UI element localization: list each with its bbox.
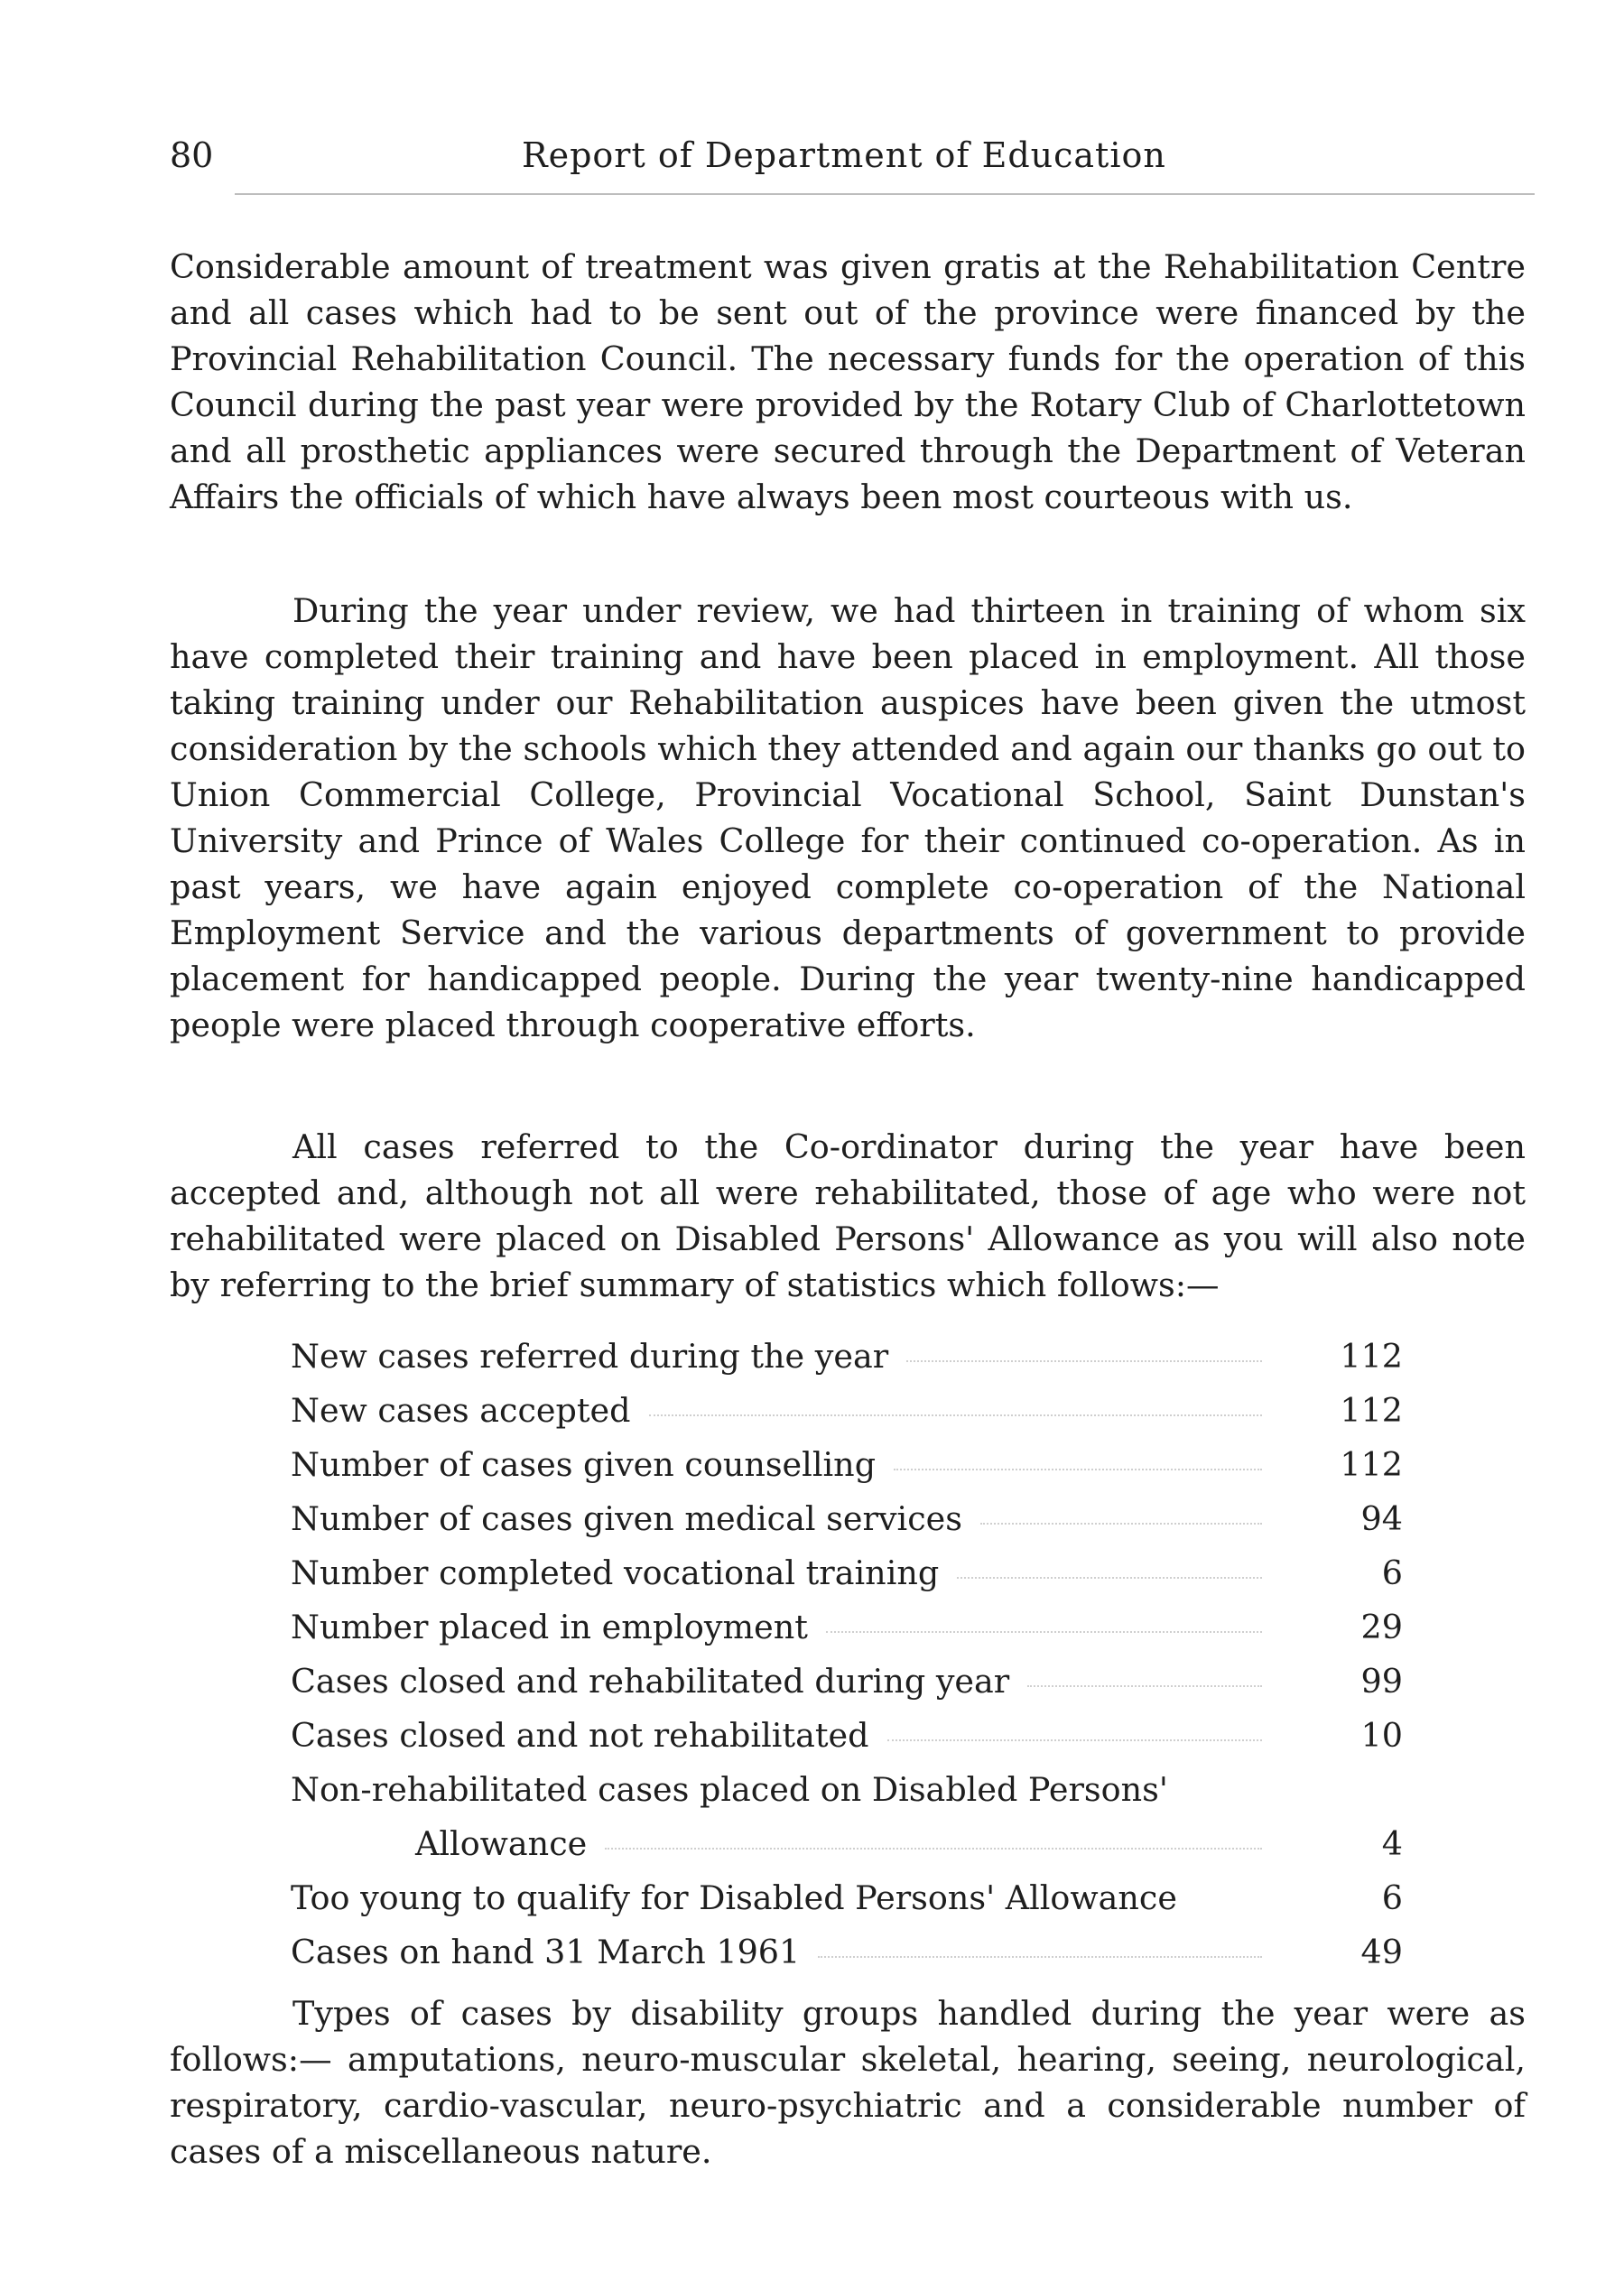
dot-leader xyxy=(957,1577,1262,1579)
stat-label: Non-rehabilitated cases placed on Disabled Persons' xyxy=(291,1769,1168,1809)
stat-value: 6 xyxy=(1381,1878,1403,1917)
stat-value: 112 xyxy=(1340,1390,1403,1430)
stat-row xyxy=(291,1708,1403,1762)
dot-leader xyxy=(906,1360,1262,1362)
dot-leader xyxy=(649,1414,1263,1416)
stat-row xyxy=(291,1599,1403,1654)
stat-row xyxy=(291,1545,1403,1599)
page-number: 80 xyxy=(170,135,214,175)
page-header xyxy=(170,135,1533,190)
stat-row xyxy=(291,1383,1403,1437)
stat-row xyxy=(291,1924,1403,1979)
stat-value: 6 xyxy=(1381,1553,1403,1592)
stat-label: Number placed in employment xyxy=(291,1607,808,1646)
stat-label: New cases referred during the year xyxy=(291,1336,889,1376)
stat-row xyxy=(291,1329,1403,1383)
stat-row-continued xyxy=(291,1816,1403,1870)
stat-label-continued: Allowance xyxy=(415,1823,588,1863)
dot-leader xyxy=(887,1739,1263,1741)
stat-value: 29 xyxy=(1360,1607,1403,1646)
paragraph-referrals: All cases referred to the Co-ordinator during the year have been accepted and, although not all were rehabilitated, those of age who were not rehabilitated were placed on Disabled Persons' Allowance as you will also note by referring to the brief summary of statistics which follows:— xyxy=(170,1127,1526,1304)
stat-value: 49 xyxy=(1360,1932,1403,1971)
stat-row xyxy=(291,1654,1403,1708)
dot-leader xyxy=(605,1848,1262,1850)
stat-label: Cases closed and not rehabilitated xyxy=(291,1715,869,1755)
stat-label: Number completed vocational training xyxy=(291,1553,940,1592)
header-rule xyxy=(235,193,1535,195)
stat-label: Number of cases given counselling xyxy=(291,1444,877,1484)
stat-value: 112 xyxy=(1340,1444,1403,1484)
stat-value: 99 xyxy=(1360,1661,1403,1701)
stat-value: 94 xyxy=(1360,1498,1403,1538)
running-title: Report of Department of Education xyxy=(522,135,1166,175)
paragraph-training: During the year under review, we had thirteen in training of whom six have completed their training and have been placed in employment. All those taking training under our Rehabilitation auspices have been given the utmost consideration by the schools which they attended and again our thanks go out to Union Commercial College, Provincial Vocational School, Saint Dunstan's University and Prince of Wales College for their continued co-operation. As in past years, we have again enjoyed complete co-operation of the National Employment Service and the various departments of government to provide placement for handicapped people. During the year twenty-nine handicapped people were placed through cooperative efforts. xyxy=(170,591,1526,1044)
stat-value: 10 xyxy=(1360,1715,1403,1755)
stat-row xyxy=(291,1437,1403,1491)
stat-label: Cases closed and rehabilitated during year xyxy=(291,1661,1010,1701)
stat-label: Cases on hand 31 March 1961 xyxy=(291,1932,801,1971)
statistics-table xyxy=(291,1329,1403,1979)
paragraph-disability-types: Types of cases by disability groups handled during the year were as follows:— amputations, neuro-muscular skeletal, hearing, seeing, neurological, respiratory, cardio-vascular, neuro-psychiatric and a considerable number of cases of a miscellaneous nature. xyxy=(170,1994,1526,2171)
stat-row xyxy=(291,1762,1403,1816)
stat-label: Number of cases given medical services xyxy=(291,1498,962,1538)
dot-leader xyxy=(818,1956,1262,1958)
dot-leader xyxy=(980,1523,1262,1525)
stat-row xyxy=(291,1491,1403,1545)
paragraph-treatment: Considerable amount of treatment was given gratis at the Rehabilitation Centre and all cases which had to be sent out of the province were financed by the Provincial Rehabilitation Council. The necessary funds for the operation of this Council during the past year were provided by the Rotary Club of Charlottetown and all prosthetic appliances were secured through the Department of Veteran Affairs the officials of which have always been most courteous with us. xyxy=(170,247,1526,516)
dot-leader xyxy=(826,1631,1262,1633)
stat-label: Too young to qualify for Disabled Persons' Allowance xyxy=(291,1878,1177,1917)
dot-leader xyxy=(1027,1685,1262,1687)
stat-row xyxy=(291,1870,1403,1924)
stat-value: 4 xyxy=(1381,1823,1403,1863)
dot-leader xyxy=(894,1469,1262,1470)
stat-value: 112 xyxy=(1340,1336,1403,1376)
stat-label: New cases accepted xyxy=(291,1390,631,1430)
